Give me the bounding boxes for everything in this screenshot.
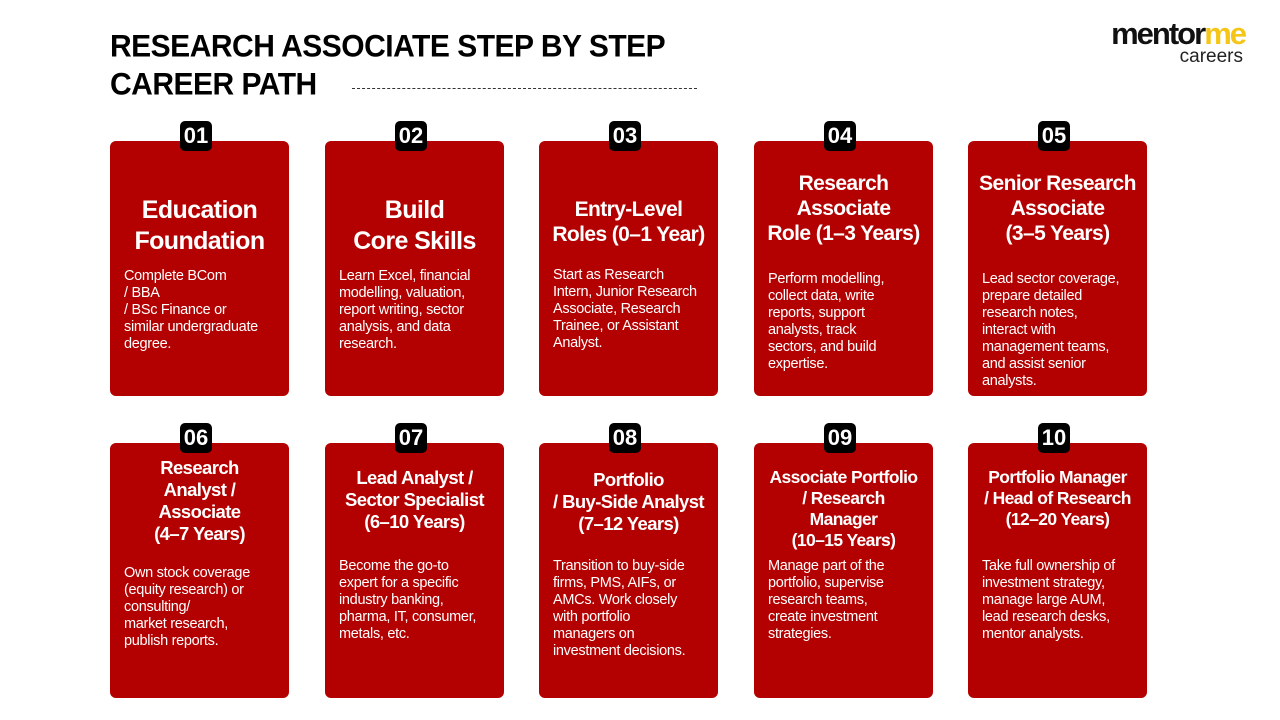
step-title: Lead Analyst / Sector Specialist (6–10 Years): [345, 467, 484, 532]
step-description: Transition to buy-side firms, PMS, AIFs, or AMCs. Work closely with portfolio managers on investment decisions.: [553, 558, 686, 659]
step-card-03: [539, 141, 718, 396]
step-card-08: [539, 443, 718, 698]
step-number-badge: 10: [1038, 423, 1070, 453]
step-number-badge: 02: [395, 121, 427, 151]
step-number-badge: 03: [609, 121, 641, 151]
mentorme-logo: [1070, 16, 1245, 67]
step-number-badge: 07: [395, 423, 427, 453]
step-number-badge: 05: [1038, 121, 1070, 151]
step-title: Portfolio / Buy-Side Analyst (7–12 Years): [553, 469, 704, 534]
step-number-badge: 09: [824, 423, 856, 453]
step-card-06: [110, 443, 289, 698]
page-title: [110, 28, 665, 104]
step-description: Learn Excel, financial modelling, valuation, report writing, sector analysis, and data research.: [339, 268, 471, 352]
step-card-05: [968, 141, 1147, 396]
step-card-01: [110, 141, 289, 396]
step-title: Research Analyst / Associate (4–7 Years): [154, 457, 245, 544]
step-title: Build Core Skills: [353, 196, 476, 255]
step-card-10: [968, 443, 1147, 698]
step-title: Portfolio Manager / Head of Research (12–20 Years): [984, 467, 1131, 529]
step-card-09: [754, 443, 933, 698]
step-description: Lead sector coverage, prepare detailed research notes, interact with management teams, and assist senior analysts.: [982, 271, 1120, 389]
step-title: Education Foundation: [134, 196, 265, 255]
step-card-07: [325, 443, 504, 698]
step-description: Start as Research Intern, Junior Research Associate, Research Trainee, or Assistant Analyst.: [553, 267, 697, 351]
step-description: Become the go-to expert for a specific industry banking, pharma, IT, consumer, metals, etc.: [339, 558, 477, 642]
step-description: Take full ownership of investment strategy, manage large AUM, lead research desks, mentor analysts.: [982, 558, 1115, 642]
logo-mentor: mentor: [1111, 16, 1205, 51]
logo-me: me: [1204, 16, 1245, 51]
step-description: Complete BCom / BBA / BSc Finance or similar undergraduate degree.: [124, 268, 258, 352]
step-description: Own stock coverage (equity research) or consulting/ market research, publish reports.: [124, 565, 250, 649]
step-number-badge: 04: [824, 121, 856, 151]
step-number-badge: 01: [180, 121, 212, 151]
dashed-divider: [352, 88, 697, 89]
step-description: Perform modelling, collect data, write reports, support analysts, track sectors, and build expertise.: [768, 271, 885, 372]
step-number-badge: 08: [609, 423, 641, 453]
step-title: Senior Research Associate (3–5 Years): [979, 172, 1136, 245]
step-title: Research Associate Role (1–3 Years): [767, 172, 920, 245]
step-card-04: [754, 141, 933, 396]
step-description: Manage part of the portfolio, supervise research teams, create investment strategies.: [768, 558, 885, 642]
step-title: Entry-Level Roles (0–1 Year): [552, 198, 705, 246]
step-number-badge: 06: [180, 423, 212, 453]
logo-careers: careers: [1179, 46, 1243, 67]
step-title: Associate Portfolio / Research Manager (10–15 Years): [769, 467, 918, 550]
step-card-02: [325, 141, 504, 396]
title-line-2: CAREER PATH: [110, 67, 317, 102]
title-line-1: RESEARCH ASSOCIATE STEP BY STEP: [110, 29, 666, 64]
